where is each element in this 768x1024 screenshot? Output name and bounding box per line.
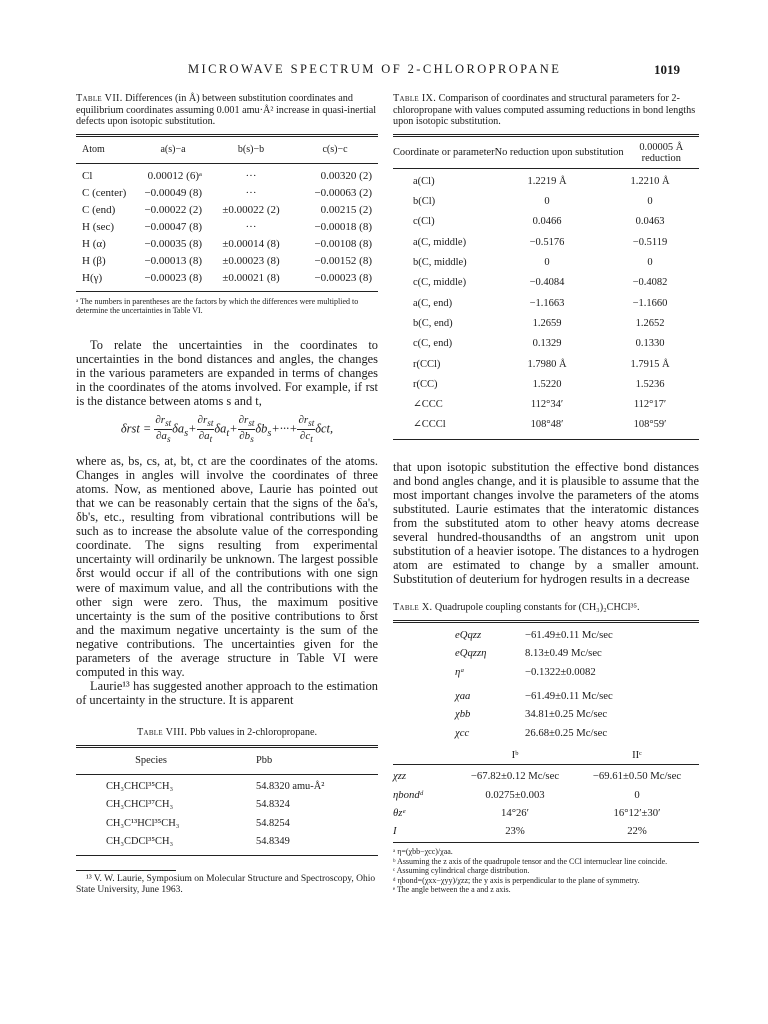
table10-row-cell: θzᵉ: [393, 806, 406, 819]
table10-row-cell: 34.81±0.25 Mc/sec: [525, 708, 608, 721]
table10-footnote: ᵈ ηbond=(χxx−χyy)/χzz; the y axis is perpendicular to the plane of symmetry.: [393, 875, 640, 885]
table9-header-row: [393, 137, 699, 168]
table9-row-cell: 0: [544, 257, 550, 269]
right-column: [393, 93, 699, 894]
table9-row-cell: c(Cl): [413, 216, 435, 228]
table7-row-cell: 0.00012 (6)ᵃ: [147, 170, 202, 183]
left-column: [76, 93, 378, 896]
table10-row: [393, 626, 699, 644]
table8-bottom-rule: [76, 855, 378, 856]
reference-13: ¹³ V. W. Laurie, Symposium on Molecular Structure and Spectroscopy, Ohio State University, June 1963.: [76, 873, 376, 895]
table10-bottom-rule: [393, 842, 699, 843]
table8-row-cell: CH₃C¹³HCl³⁵CH₃: [106, 817, 180, 829]
table8-row-cell: 54.8320 amu-Å²: [256, 781, 325, 793]
table10-row-cell: ηbondᵈ: [393, 788, 423, 801]
table10-row-cell: eQqzzη: [455, 647, 487, 660]
table9-row-cell: 112°34′: [530, 399, 564, 411]
table10-footnote: ᵉ The angle between the a and z axis.: [393, 884, 511, 894]
table7-row-cell: −0.00023 (8): [314, 271, 372, 284]
table9-row-cell: 108°59′: [633, 419, 667, 431]
table9-row-cell: b(C, end): [413, 317, 453, 329]
table10-row-cell: χaa: [455, 690, 471, 703]
table10-row-cell: 26.68±0.25 Mc/sec: [525, 726, 608, 739]
table7-row: [76, 218, 378, 235]
left-paragraph-2: [76, 454, 378, 708]
table8-header-row: [76, 748, 378, 774]
paragraph-text: Laurie¹³ has suggested another approach to the estimation of uncertainty in the structure. It is apparent: [76, 679, 378, 708]
table9-row-cell: −1.1663: [529, 297, 565, 309]
table8-col-species: Species: [135, 754, 167, 766]
table10-row: [393, 663, 699, 681]
table7-row: [76, 269, 378, 286]
table9-row-cell: −0.5119: [632, 236, 668, 248]
table8-row-cell: 54.8254: [256, 817, 290, 829]
table8-header-rule: [76, 774, 378, 775]
table7-row: [76, 235, 378, 252]
table9-row-cell: 1.2219 Å: [527, 175, 567, 187]
table7-header-row: [76, 137, 378, 163]
table9-col-coordinate: Coordinate or parameter: [393, 147, 495, 159]
table8-caption: [76, 727, 378, 739]
table10-top: [393, 626, 699, 681]
table10-row-cell: eQqzz: [455, 629, 482, 642]
table10-row-cell: 22%: [627, 825, 647, 838]
table9-row: [393, 273, 699, 293]
table9-row-cell: a(C, middle): [413, 236, 467, 248]
table10-footnote: ᶜ Assuming cylindrical charge distribution.: [393, 866, 530, 876]
paragraph-text: that upon isotopic substitution the effective bond distances and bond angles change, and it is plausible to assume that the most important changes involve the parameters of the atoms substituted. Laurie estimates that the interatomic distances from the substituted atom to other heavy atoms decrease several hundred-thousandths of an angstrom unit upon substitution of a heavier isotope. The distances to a hydrogen atom are estimated to change by a smaller amount. Substitution of deuterium for hydrogen results in a decrease: [393, 459, 699, 587]
table9-caption: [393, 93, 699, 128]
table10-row-cell: χbb: [455, 708, 471, 721]
table10-footnote: ᵃ η=(χbb−χcc)/χaa.: [393, 847, 453, 857]
table9-row: [393, 314, 699, 334]
table9-row-cell: 0.0466: [532, 216, 562, 228]
table9-row-cell: 1.2659: [532, 317, 562, 329]
table9-row-cell: c(C, middle): [413, 277, 467, 289]
table7-row-cell: −0.00108 (8): [314, 237, 372, 250]
table10-row-cell: χzz: [393, 770, 407, 783]
table10-bottom-head: [393, 746, 699, 764]
table10-row: [393, 687, 699, 705]
table7-footnote: ᵃ The numbers in parentheses are the factors by which the differences were multiplied to determine the uncertainties in Table VI.: [76, 297, 359, 316]
table7-col-c: c(s)−c: [322, 143, 348, 155]
table9-row-cell: −0.4082: [632, 277, 668, 289]
table10-row-cell: −67.82±0.12 Mc/sec: [470, 770, 560, 783]
table9-row-cell: 1.7980 Å: [527, 358, 567, 370]
table10-col-I: Iᵇ: [511, 748, 519, 761]
table8-row: [76, 815, 378, 833]
table9-header-rule: [393, 168, 699, 169]
table9-row-cell: 1.5220: [532, 378, 562, 390]
table9-row-cell: c(C, end): [413, 338, 453, 350]
paragraph-text: where as, bs, cs, at, bt, ct are the coordinates of the atoms. Changes in angles will involve the coordinates of three atoms. Now, as mentioned above, Laurie has pointed out that we can be reasonably certain that the signs of the δa's, δb's, etc., resulting from vibrational contributions will be such as to increase the absolute value of the corresponding coordinate. The signs resulting from experimental uncertainty will ordinarily be unknown. The largest possible δrst would occur if all of the contributions with one sign were of maximum value, and all the contributions with the other sign were zero. Thus, the maximum positive uncertainty is the sum of the positive contributions to δrst and the maximum negative uncertainty is the sum of the negative contributions. The uncertainties given for the parameters of the average structure in Table VI were computed in this way.: [76, 453, 378, 680]
table7-row-cell: −0.00018 (8): [314, 220, 372, 233]
table9-row-cell: −0.4084: [529, 277, 565, 289]
table7-row-cell: −0.00047 (8): [144, 220, 202, 233]
table7-col-b: b(s)−b: [237, 143, 265, 155]
footnote-divider: [76, 870, 176, 871]
table9-row-cell: −0.5176: [529, 236, 565, 248]
table10-row: [393, 804, 699, 822]
table7-row: [76, 252, 378, 269]
table10-bottom: [393, 767, 699, 840]
table10-row-cell: 0.0275±0.003: [485, 788, 545, 801]
table10-row-cell: 8.13±0.49 Mc/sec: [525, 647, 602, 660]
table9-row-cell: −1.1660: [632, 297, 668, 309]
table9-row: [393, 253, 699, 273]
table10-row-cell: −69.61±0.50 Mc/sec: [592, 770, 682, 783]
table9-row-cell: r(CCl): [413, 358, 441, 370]
table8-row-cell: CH₃CHCl³⁷CH₃: [106, 799, 174, 811]
table10-mid-rule: [393, 764, 699, 765]
table9-row-cell: ∠CCC: [413, 399, 443, 411]
running-title: MICROWAVE SPECTRUM OF 2-CHLOROPROPANE: [188, 62, 562, 76]
table7-row-cell: ±0.00023 (8): [222, 254, 280, 267]
table7-row-cell: 0.00215 (2): [320, 203, 372, 216]
table7-caption-text: Differences (in Å) between substitution coordinates and equilibrium coordinates assuming 0.001 amu·Å² increase in quasi-inertial defects upon isotopic substitution.: [76, 93, 377, 128]
table7-row-cell: H(γ): [82, 271, 103, 284]
table7-col-atom: Atom: [82, 143, 105, 155]
table10-row-cell: 14°26′: [501, 806, 529, 819]
left-paragraph-1: [76, 338, 378, 408]
equation-lhs: δrst =: [120, 421, 152, 436]
table7-row-cell: Cl: [82, 170, 93, 183]
table7-row-cell: −0.00049 (8): [144, 187, 202, 200]
table8-row: [76, 833, 378, 851]
table7-row-cell: −0.00013 (8): [144, 254, 202, 267]
table7-row-cell: C (center): [82, 187, 127, 200]
table7-row-cell: H (sec): [82, 220, 115, 233]
right-paragraph-1: [393, 460, 699, 587]
table7-row-cell: −0.00063 (2): [314, 187, 372, 200]
table7-row: [76, 202, 378, 219]
table9-caption-text: Comparison of coordinates and structural parameters for 2-chloropropane with values computed assuming reductions in bond lengths upon isotopic substitution.: [393, 93, 696, 128]
table9-row: [393, 395, 699, 415]
table10-row: [393, 767, 699, 785]
table9-label: Table IX.: [393, 93, 437, 104]
table9-row-cell: 1.5236: [635, 378, 665, 390]
table8-body: [76, 778, 378, 852]
table10-col-II: IIᶜ: [632, 748, 642, 761]
table9-col-reduction: 0.00005 Å reduction: [639, 141, 684, 164]
table8: [76, 748, 378, 774]
table7-col-a: a(s)−a: [160, 143, 186, 155]
table7-row-cell: C (end): [82, 203, 116, 216]
table9-bottom-rule: [393, 439, 699, 440]
table10-row: [393, 724, 699, 742]
table9-row: [393, 192, 699, 212]
table7-row-cell: −0.00023 (8): [144, 271, 202, 284]
table9-row: [393, 172, 699, 192]
equation-delta-r: δrst = $\frac{\partial r_{st}}{\partial a_s}$ $\delta a_s+$ $\frac{\partial r_{st}}{\partial a_t}$ $\delta a_t+$ $\frac{\partial r_{st}}{\partial b_s}$ $\delta b_s+\cdot\cdot\cdot+$ $\frac{\partial r_{st}}{\partial c_t}$ δct,: [120, 414, 334, 445]
table7-row: [76, 185, 378, 202]
table9-body: [393, 172, 699, 436]
table9-row-cell: 0: [647, 196, 653, 208]
page-number: 1019: [654, 62, 680, 77]
table10-footnotes: [393, 847, 699, 894]
table10-mid: [393, 687, 699, 742]
table8-row: [76, 796, 378, 814]
paragraph-text: To relate the uncertainties in the coordinates to uncertainties in the bond distances and angles, the changes in the various parameters are expanded in terms of changes in the coordinates of the atoms involved. For example, if rst is the distance between atoms s and t,: [76, 337, 378, 409]
table7-row-cell: H (α): [82, 237, 106, 250]
table7-bottom-rule: [76, 291, 378, 292]
table7-caption: [76, 93, 378, 128]
table9-row-cell: b(Cl): [413, 196, 436, 208]
table7-row-cell: −0.00035 (8): [144, 237, 202, 250]
table9-row: [393, 212, 699, 232]
table10-caption: [393, 602, 699, 614]
table10-row-cell: −0.1322±0.0082: [525, 665, 596, 678]
table9-row-cell: 1.2210 Å: [630, 175, 670, 187]
table9-row: [393, 233, 699, 253]
table7: [76, 137, 378, 163]
table9-row: [393, 354, 699, 374]
table8-caption-text: Pbb values in 2-chloropropane.: [189, 727, 318, 739]
table8-row: [76, 778, 378, 796]
equation-tail: δct,: [315, 421, 334, 436]
table10-row-cell: 23%: [505, 825, 525, 838]
table7-row-cell: ···: [245, 187, 257, 200]
table9-row-cell: a(Cl): [413, 175, 435, 187]
table9-row-cell: 1.7915 Å: [630, 358, 670, 370]
table7-row-cell: ±0.00022 (2): [222, 203, 280, 216]
table7-row-cell: ···: [245, 220, 257, 233]
table8-row-cell: 54.8324: [256, 799, 290, 811]
table9-row-cell: 112°17′: [633, 399, 667, 411]
table9-row: [393, 375, 699, 395]
table8-label: Table VIII.: [136, 727, 188, 739]
table8-row-cell: CH₃CHCl³⁵CH₃: [106, 781, 174, 793]
table10-row-cell: 16°12′±30′: [613, 806, 661, 819]
table10-row: [393, 822, 699, 840]
table10-caption-text: Quadrupole coupling constants for (CH₃)₂CHCl³⁵.: [434, 602, 640, 614]
table7-row-cell: −0.00022 (2): [144, 203, 202, 216]
table9-row-cell: r(CC): [413, 378, 438, 390]
table9-row: [393, 415, 699, 435]
table7-row-cell: ···: [245, 170, 257, 183]
table9-row-cell: 0: [544, 196, 550, 208]
table10-row-cell: 0: [634, 788, 640, 801]
table7-row-cell: −0.00152 (8): [314, 254, 372, 267]
table9-row-cell: 0.1329: [532, 338, 562, 350]
table10-row-cell: −61.49±0.11 Mc/sec: [525, 690, 613, 703]
table9-row: [393, 294, 699, 314]
table10-row: [393, 644, 699, 662]
table9-row-cell: a(C, end): [413, 297, 453, 309]
table7-label: Table VII.: [76, 93, 123, 104]
table9-col-no-reduction: No reduction upon substitution: [494, 147, 624, 159]
table7-row-cell: 0.00320 (2): [320, 170, 372, 183]
table10-footnote: ᵇ Assuming the z axis of the quadrupole tensor and the CCl internuclear line coincide.: [393, 856, 668, 866]
table9-row-cell: 1.2652: [635, 317, 665, 329]
table7-row-cell: ±0.00014 (8): [222, 237, 280, 250]
table10-row-cell: χcc: [455, 726, 470, 739]
table7-body: [76, 168, 378, 286]
table9: [393, 137, 699, 168]
table10-row: [393, 785, 699, 803]
table10-top-rule: [393, 620, 699, 623]
table9-row-cell: 0.0463: [635, 216, 665, 228]
table10-label: Table X.: [393, 602, 433, 614]
table7-row-cell: ±0.00021 (8): [222, 271, 280, 284]
table9-row-cell: ∠CCCl: [413, 419, 446, 431]
table8-row-cell: 54.8349: [256, 836, 290, 848]
table8-row-cell: CH₃CDCl³⁵CH₃: [106, 836, 174, 848]
table9-row: [393, 334, 699, 354]
table9-row-cell: b(C, middle): [413, 257, 467, 269]
table7-row-cell: H (β): [82, 254, 106, 267]
table7-header-rule: [76, 163, 378, 164]
table10-row-cell: ηᵃ: [455, 665, 465, 678]
table9-row-cell: 0: [647, 257, 653, 269]
table8-col-pbb: Pbb: [256, 754, 273, 766]
table10-row: [393, 705, 699, 723]
table10-row-cell: I: [393, 825, 397, 838]
table9-row-cell: 108°48′: [530, 419, 564, 431]
table9-row-cell: 0.1330: [635, 338, 665, 350]
table10-row-cell: −61.49±0.11 Mc/sec: [525, 629, 613, 642]
table7-row: [76, 168, 378, 185]
